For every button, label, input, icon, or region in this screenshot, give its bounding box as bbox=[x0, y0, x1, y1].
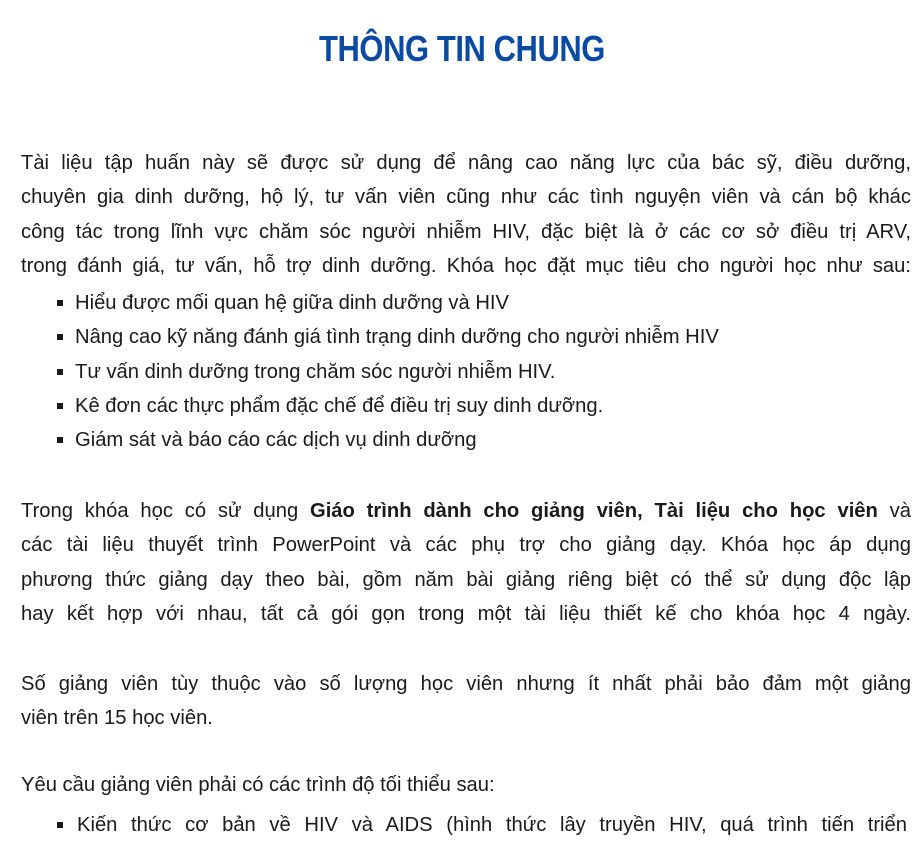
materials-line: các tài liệu thuyết trình PowerPoint và các phụ trợ cho giảng dạy. Khóa học áp dụng bbox=[21, 534, 911, 557]
trainer-ratio-paragraph bbox=[21, 667, 911, 736]
intro-line: Tài liệu tập huấn này sẽ được sử dụng để nâng cao năng lực của bác sỹ, điều dưỡng, bbox=[21, 152, 911, 174]
intro-line: chuyên gia dinh dưỡng, hộ lý, tư vấn viên cũng như các tình nguyện viên và cán bộ khác bbox=[21, 186, 911, 209]
materials-line: phương thức giảng dạy theo bài, gồm năm bài giảng riêng biệt có thể sử dụng độc lập bbox=[21, 568, 911, 591]
requirements-intro: Yêu cầu giảng viên phải có các trình độ tối thiểu sau: bbox=[21, 774, 495, 796]
list-item: Kê đơn các thực phẩm đặc chế để điều trị suy dinh dưỡng. bbox=[0, 389, 924, 423]
materials-paragraph bbox=[21, 494, 911, 631]
ratio-line: viên trên 15 học viên. bbox=[21, 707, 213, 730]
square-bullet-icon bbox=[57, 369, 63, 375]
list-item: Kiến thức cơ bản về HIV và AIDS (hình thức lây truyền HIV, quá trình tiến triển bbox=[0, 808, 924, 842]
square-bullet-icon bbox=[57, 300, 63, 306]
materials-line: hay kết hợp với nhau, tất cả gói gọn trong một tài liệu thiết kế cho khóa học 4 ngày. bbox=[21, 602, 911, 625]
list-item: Tư vấn dinh dưỡng trong chăm sóc người nhiễm HIV. bbox=[0, 355, 924, 389]
bold-text: Giáo trình dành cho giảng viên, Tài liệu cho học viên bbox=[310, 500, 878, 522]
intro-line: công tác trong lĩnh vực chăm sóc người nhiễm HIV, đặc biệt là ở các cơ sở điều trị ARV, bbox=[21, 220, 911, 243]
square-bullet-icon bbox=[57, 334, 63, 340]
intro-line: trong đánh giá, tư vấn, hỗ trợ dinh dưỡng. Khóa học đặt mục tiêu cho người học như sau: bbox=[21, 254, 911, 277]
intro-paragraph bbox=[21, 146, 911, 283]
list-item: Hiểu được mối quan hệ giữa dinh dưỡng và HIV bbox=[0, 286, 924, 320]
objectives-list bbox=[0, 286, 924, 457]
ratio-line: Số giảng viên tùy thuộc vào số lượng học viên nhưng ít nhất phải bảo đảm một giảng bbox=[21, 673, 911, 695]
requirements-list bbox=[0, 808, 924, 842]
list-item: Giám sát và báo cáo các dịch vụ dinh dưỡng bbox=[0, 423, 924, 457]
list-item: Nâng cao kỹ năng đánh giá tình trạng dinh dưỡng cho người nhiễm HIV bbox=[0, 320, 924, 354]
square-bullet-icon bbox=[57, 403, 63, 409]
materials-line: Trong khóa học có sử dụng Giáo trình dành cho giảng viên, Tài liệu cho học viên và bbox=[21, 500, 911, 522]
square-bullet-icon bbox=[57, 437, 63, 443]
page-title: THÔNG TIN CHUNG bbox=[319, 28, 605, 69]
square-bullet-icon bbox=[57, 822, 63, 828]
